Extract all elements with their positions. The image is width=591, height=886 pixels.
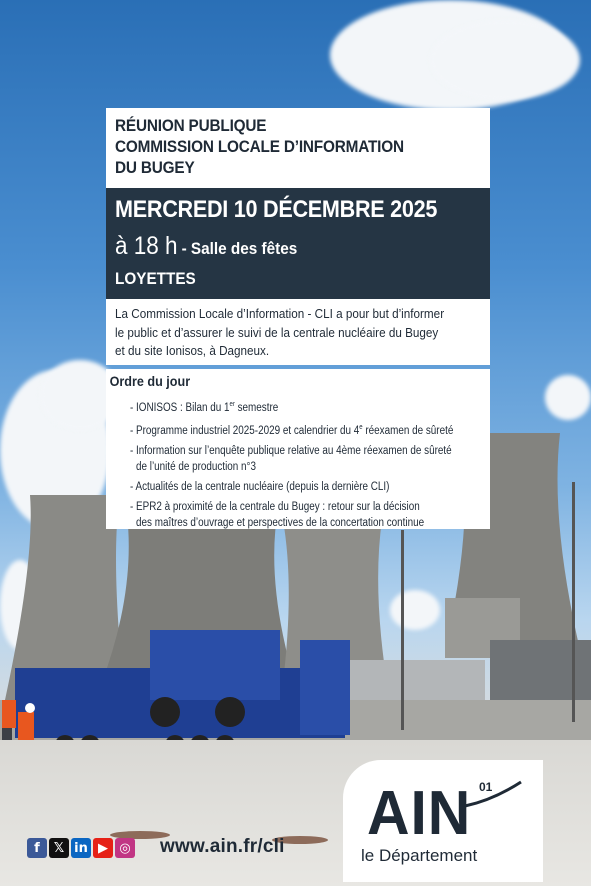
agenda-item-1-text-b: réexamen de sûreté — [362, 424, 454, 437]
social-icons — [27, 838, 135, 858]
instagram-icon[interactable]: ◎ — [115, 838, 135, 858]
agenda-item-3-line-1: - Actualités de la centrale nucléaire (depuis la dernière CLI) — [130, 480, 390, 493]
agenda-item-2-line-1: - Information sur l’enquête publique relative au 4ème réexamen de sûreté — [130, 444, 452, 457]
intro-text-block — [106, 299, 490, 365]
agenda-item-1-text: - Programme industriel 2025-2029 et calendrier du 4 — [130, 424, 360, 437]
agenda-item-text — [130, 397, 440, 416]
agenda-item-text — [130, 420, 454, 439]
agenda-item — [130, 420, 490, 439]
agenda-item-1-sup: e — [359, 423, 363, 431]
facebook-icon[interactable]: f — [27, 838, 47, 858]
agenda-item — [130, 499, 490, 531]
event-town: LOYETTES — [115, 269, 196, 288]
logo-number: 01 — [479, 780, 493, 794]
title-line-3: DU BUGEY — [115, 159, 195, 177]
ain-department-logo — [343, 760, 543, 882]
event-time: à 18 h — [115, 232, 178, 260]
logo-swoosh-icon — [463, 780, 523, 810]
youtube-icon[interactable]: ▶ — [93, 838, 113, 858]
logo-main-text: AIN — [367, 779, 472, 848]
event-date: MERCREDI 10 DÉCEMBRE 2025 — [115, 196, 438, 223]
agenda-item-0-sup: er — [229, 401, 235, 408]
agenda-item-4-line-2: des maîtres d’ouvrage et perspectives de la concertation continue — [136, 516, 425, 529]
agenda-block — [106, 369, 490, 529]
agenda-list — [106, 397, 490, 531]
linkedin-icon[interactable]: in — [71, 838, 91, 858]
agenda-item-0-text-b: semestre — [234, 401, 279, 414]
website-link[interactable]: www.ain.fr/cli — [160, 836, 285, 857]
agenda-item-4-line-1: - EPR2 à proximité de la centrale du Bugey : retour sur la décision — [130, 500, 420, 513]
agenda-item-0-text: - IONISOS : Bilan du 1 — [130, 401, 230, 414]
x-icon[interactable]: 𝕏 — [49, 838, 69, 858]
intro-line-3: et du site Ionisos, à Dagneux. — [115, 343, 270, 358]
title-block — [106, 108, 490, 188]
event-venue: - Salle des fêtes — [181, 239, 298, 258]
intro-line-2: le public et d’assurer le suivi de la centrale nucléaire du Bugey — [115, 324, 439, 340]
title-line-1: RÉUNION PUBLIQUE — [115, 117, 267, 135]
logo-subtitle: le Département — [361, 846, 478, 865]
event-details-block — [106, 188, 490, 299]
agenda-item — [130, 443, 490, 475]
agenda-item-2-line-2: de l’unité de production n°3 — [136, 460, 257, 473]
event-time-venue — [115, 232, 444, 261]
agenda-title: Ordre du jour — [109, 373, 191, 389]
agenda-item — [130, 397, 490, 416]
intro-line-1: La Commission Locale d’Information - CLI a pour but d’informer — [115, 306, 445, 321]
title-line-2: COMMISSION LOCALE D’INFORMATION — [115, 138, 404, 156]
agenda-item — [130, 479, 490, 495]
